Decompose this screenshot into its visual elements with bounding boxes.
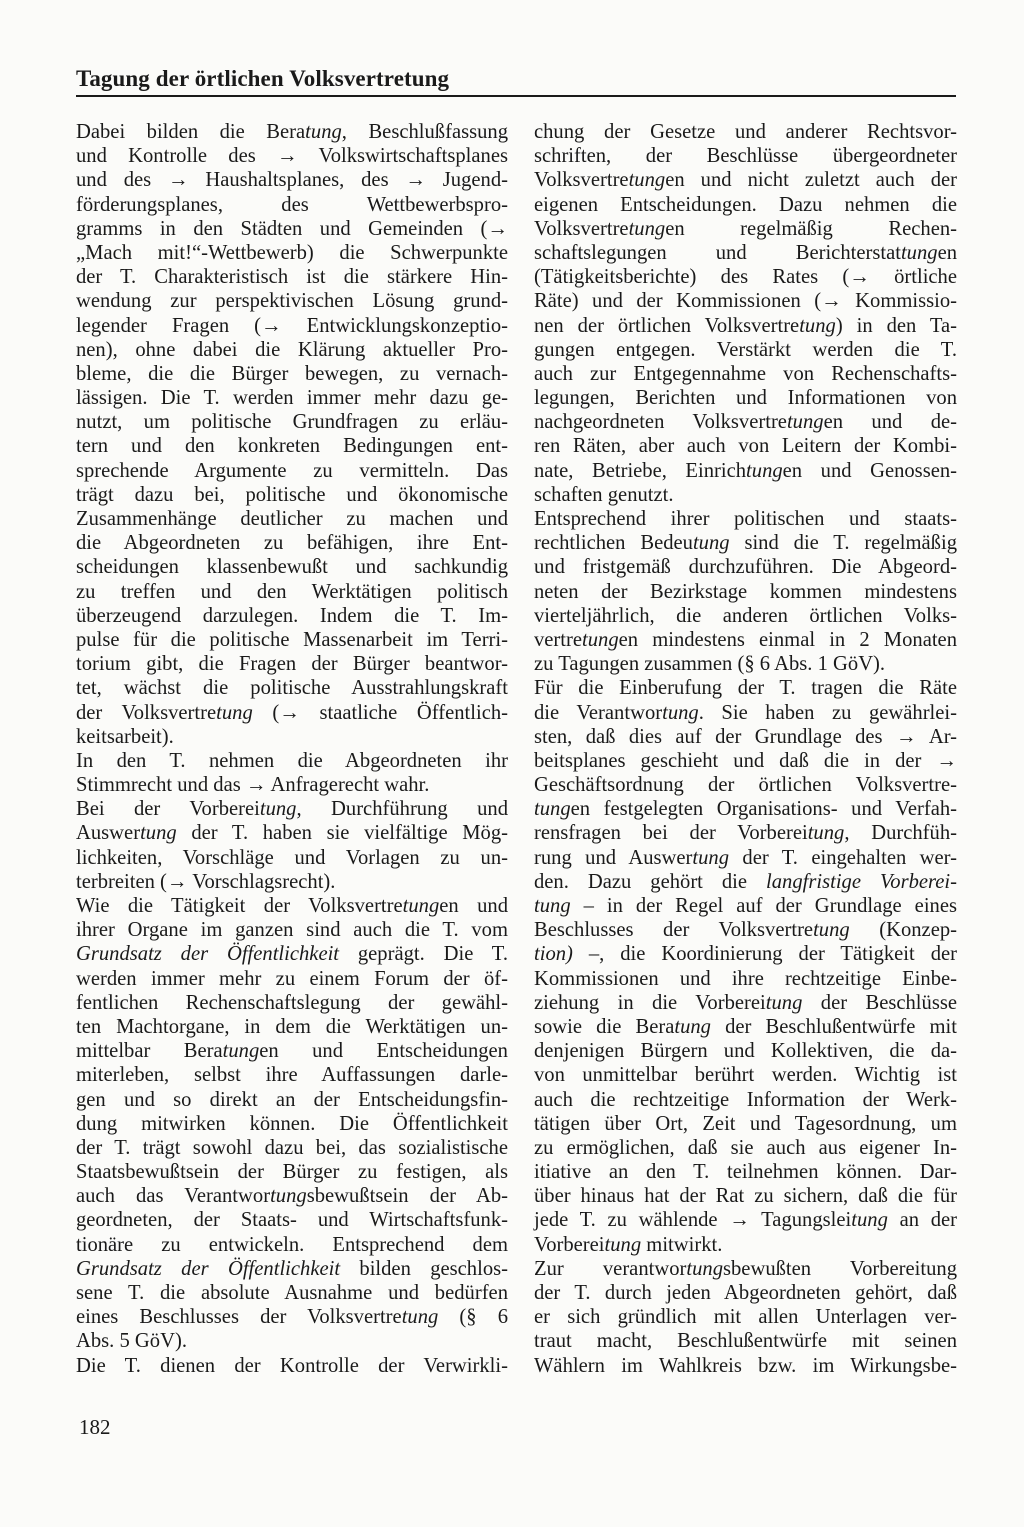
text-line: Stimmrecht und das → Anfragerecht wahr.	[76, 774, 430, 797]
text-line: tung – in der Regel auf der Grundlage eines	[534, 895, 957, 917]
text-line: wendung zur perspektivischen Lösung grund-	[76, 290, 508, 313]
text-line: trägt dazu bei, politische und ökonomische	[76, 483, 508, 506]
text-line: und des → Haushaltsplanes, des → Jugend-	[76, 169, 508, 192]
text-line: Wählern im Wahlkreis bzw. im Wirkungsbe-	[534, 1354, 957, 1377]
text-line: ten Machtorgane, in dem die Werktätigen un-	[76, 1015, 508, 1038]
text-line: Staatsbewußtsein der Bürger zu festigen, als	[76, 1161, 508, 1184]
text-line: torium gibt, die Fragen der Bürger beantwor-	[76, 653, 508, 676]
text-line: Grundsatz der Öffentlichkeit bilden geschlos-	[76, 1257, 508, 1280]
text-line: sprechende Argumente zu vermitteln. Das	[76, 459, 508, 482]
text-line: tionäre zu entwickeln. Entsprechend dem	[76, 1233, 508, 1256]
text-line: sowie die Beratung der Beschlußentwürfe mit	[534, 1015, 957, 1038]
right-text-column	[534, 120, 957, 1378]
text-line: traut macht, Beschlußentwürfe mit seinen	[534, 1330, 957, 1353]
text-line: die Abgeordneten zu befähigen, ihre Ent-	[76, 532, 508, 555]
text-line: Geschäftsordnung der örtlichen Volksvertre-	[534, 774, 957, 797]
text-line: Dabei bilden die Beratung, Beschlußfassung	[76, 121, 509, 143]
text-line: der T. trägt sowohl dazu bei, das sozialistische	[76, 1136, 508, 1159]
text-line: den. Dazu gehört die langfristige Vorberei-	[534, 870, 957, 893]
text-line: jede T. zu wählende → Tagungsleitung an der	[534, 1209, 957, 1232]
text-line: Die T. dienen der Kontrolle der Verwirkli-	[76, 1354, 508, 1377]
text-line: der T. durch jeden Abgeordneten gehört, daß	[534, 1282, 957, 1304]
text-line: schaften genutzt.	[534, 483, 674, 506]
text-line: rung und Auswertung der T. eingehalten wer-	[534, 846, 957, 869]
text-line: In den T. nehmen die Abgeordneten ihr	[76, 749, 508, 772]
header-title: Tagung der örtlichen Volksvertretung	[76, 66, 450, 91]
text-line: vierteljährlich, die anderen örtlichen Volks-	[534, 604, 957, 627]
text-line: nutzt, um politische Grundfragen zu erläu-	[76, 411, 508, 434]
text-line: überzeugend darzulegen. Indem die T. Im-	[76, 604, 508, 627]
text-line: zu treffen und den Werktätigen politisch	[76, 580, 508, 603]
text-line: nen der örtlichen Volksvertretung) in den Ta-	[534, 314, 957, 337]
text-line: lässigen. Die T. werden immer mehr dazu ge-	[76, 387, 508, 410]
text-line: nachgeordneten Volksvertretungen und de-	[534, 411, 957, 434]
text-line: schaftslegungen und Berichterstattungen	[534, 241, 957, 264]
text-line: zu ermöglichen, daß sie auch aus eigener In-	[534, 1136, 957, 1159]
left-text-column	[76, 120, 508, 1378]
text-line: denjenigen Bürgern und Kollektiven, die da-	[534, 1040, 957, 1063]
text-line: Für die Einberufung der T. tragen die Räte	[534, 677, 957, 700]
text-line: gungen entgegen. Verstärkt werden die T.	[534, 338, 957, 361]
text-line: tern und den konkreten Bedingungen ent-	[76, 435, 508, 458]
text-line: fentlichen Rechenschaftslegung der gewähl-	[76, 991, 508, 1014]
page-number: 182	[79, 1415, 111, 1439]
running-header	[76, 66, 956, 97]
text-line: pulse für die politische Massenarbeit im Terri-	[76, 628, 508, 651]
text-line: ren Räten, aber auch von Leitern der Kombi-	[534, 435, 957, 458]
text-line: der T. Charakteristisch ist die stärkere Hin-	[76, 266, 508, 289]
text-line: lichkeiten, Vorschläge und Vorlagen zu un-	[76, 846, 508, 869]
text-line: miterleben, selbst ihre Auffassungen darle-	[76, 1064, 508, 1087]
text-line: sene T. die absolute Ausnahme und bedürfen	[76, 1282, 508, 1304]
text-line: tet, wächst die politische Ausstrahlungskraft	[76, 677, 508, 700]
text-line: Räte) und der Kommissionen (→ Kommissio-	[534, 290, 957, 313]
text-line: bleme, die die Bürger bewegen, zu vernach-	[76, 362, 508, 385]
text-line: (Tätigkeitsberichte) des Rates (→ örtliche	[534, 266, 957, 289]
text-line: legungen, Berichten und Informationen von	[534, 387, 957, 410]
text-line: tion) –, die Koordinierung der Tätigkeit der	[534, 943, 957, 966]
text-line: „Mach mit!“-Wettbewerb) die Schwerpunkte	[76, 241, 508, 264]
text-line: mittelbar Beratungen und Entscheidungen	[76, 1040, 508, 1063]
text-line: tungen festgelegten Organisations- und Verfah-	[534, 798, 957, 821]
text-line: förderungsplanes, des Wettbewerbspro-	[76, 193, 508, 216]
text-line: terbreiten (→ Vorschlagsrecht).	[76, 870, 336, 893]
text-line: auch das Verantwortungsbewußtsein der Ab-	[76, 1185, 509, 1208]
text-line: ziehung in die Vorbereitung der Beschlüsse	[534, 991, 957, 1014]
text-line: vertretungen mindestens einmal in 2 Monaten	[534, 628, 957, 651]
text-line: sten, daß dies auf der Grundlage des → Ar-	[534, 725, 957, 748]
text-line: Zur verantwortungsbewußten Vorbereitung	[534, 1257, 957, 1280]
text-line: eigenen Entscheidungen. Dazu nehmen die	[534, 193, 957, 216]
text-line: legender Fragen (→ Entwicklungskonzeptio-	[76, 314, 508, 337]
text-line: Wie die Tätigkeit der Volksvertretungen und	[76, 895, 508, 917]
text-line: eines Beschlusses der Volksvertretung (§ 6	[76, 1306, 508, 1329]
text-line: Zusammenhänge deutlicher zu machen und	[76, 508, 508, 530]
text-line: keitsarbeit).	[76, 725, 174, 748]
text-line: zu Tagungen zusammen (§ 6 Abs. 1 GöV).	[534, 653, 886, 676]
text-line: beitsplanes geschieht und daß die in der →	[534, 749, 957, 772]
text-line: scheidungen klassenbewußt und sachkundig	[76, 556, 508, 579]
text-line: nen), ohne dabei die Klärung aktueller Pro-	[76, 338, 508, 361]
text-line: Vorbereitung mitwirkt.	[534, 1233, 723, 1256]
text-line: tätigen über Ort, Zeit und Tagesordnung, um	[534, 1112, 957, 1135]
text-line: und Kontrolle des → Volkswirtschaftsplanes	[76, 145, 508, 168]
text-line: auch die rechtzeitige Information der Werk-	[534, 1088, 957, 1111]
text-line: Volksvertretungen und nicht zuletzt auch der	[534, 169, 957, 192]
text-line: auch zur Entgegennahme von Rechenschafts-	[534, 362, 957, 385]
text-line: gramms in den Städten und Gemeinden (→	[76, 217, 508, 240]
text-line: nate, Betriebe, Einrichtungen und Genossen-	[534, 459, 958, 482]
text-line: itiative an den T. teilnehmen können. Dar-	[534, 1161, 957, 1184]
text-line: Beschlusses der Volksvertretung (Konzep-	[534, 919, 957, 942]
text-line: ihrer Organe im ganzen sind auch die T. vom	[76, 919, 508, 942]
text-line: Kommissionen und ihre rechtzeitige Einbe-	[534, 967, 957, 990]
text-line: und fristgemäß durchzuführen. Die Abgeord-	[534, 556, 957, 579]
text-line: werden immer mehr zu einem Forum der öf-	[76, 967, 508, 990]
text-line: geordneten, der Staats- und Wirtschaftsfunk-	[76, 1209, 508, 1232]
text-line: Abs. 5 GöV).	[76, 1330, 187, 1353]
text-line: der Volksvertretung (→ staatliche Öffentlich-	[76, 701, 508, 724]
text-line: rechtlichen Bedeutung sind die T. regelmäßig	[534, 532, 957, 555]
text-line: von unmittelbar berührt werden. Wichtig ist	[534, 1064, 957, 1087]
text-line: über hinaus hat der Rat zu sichern, daß die für	[534, 1185, 957, 1208]
text-line: dung mitwirken können. Die Öffentlichkeit	[76, 1112, 508, 1135]
text-line: Bei der Vorbereitung, Durchführung und	[76, 798, 508, 821]
text-line: er sich gründlich mit allen Unterlagen ver-	[534, 1306, 957, 1329]
text-line: gen und so direkt an der Entscheidungsfin-	[76, 1088, 508, 1111]
text-line: die Verantwortung. Sie haben zu gewährlei-	[534, 701, 957, 724]
text-line: Grundsatz der Öffentlichkeit geprägt. Die T.	[76, 943, 508, 966]
text-line: neten der Bezirkstage kommen mindestens	[534, 580, 957, 603]
text-line: Auswertung der T. haben sie vielfältige Mög-	[76, 822, 508, 845]
text-line: rensfragen bei der Vorbereitung, Durchfüh-	[534, 822, 957, 845]
text-line: chung der Gesetze und anderer Rechtsvor-	[534, 121, 957, 143]
text-line: Volksvertretungen regelmäßig Rechen-	[534, 217, 957, 240]
text-line: Entsprechend ihrer politischen und staats-	[534, 508, 957, 530]
text-line: schriften, der Beschlüsse übergeordneter	[534, 145, 957, 168]
